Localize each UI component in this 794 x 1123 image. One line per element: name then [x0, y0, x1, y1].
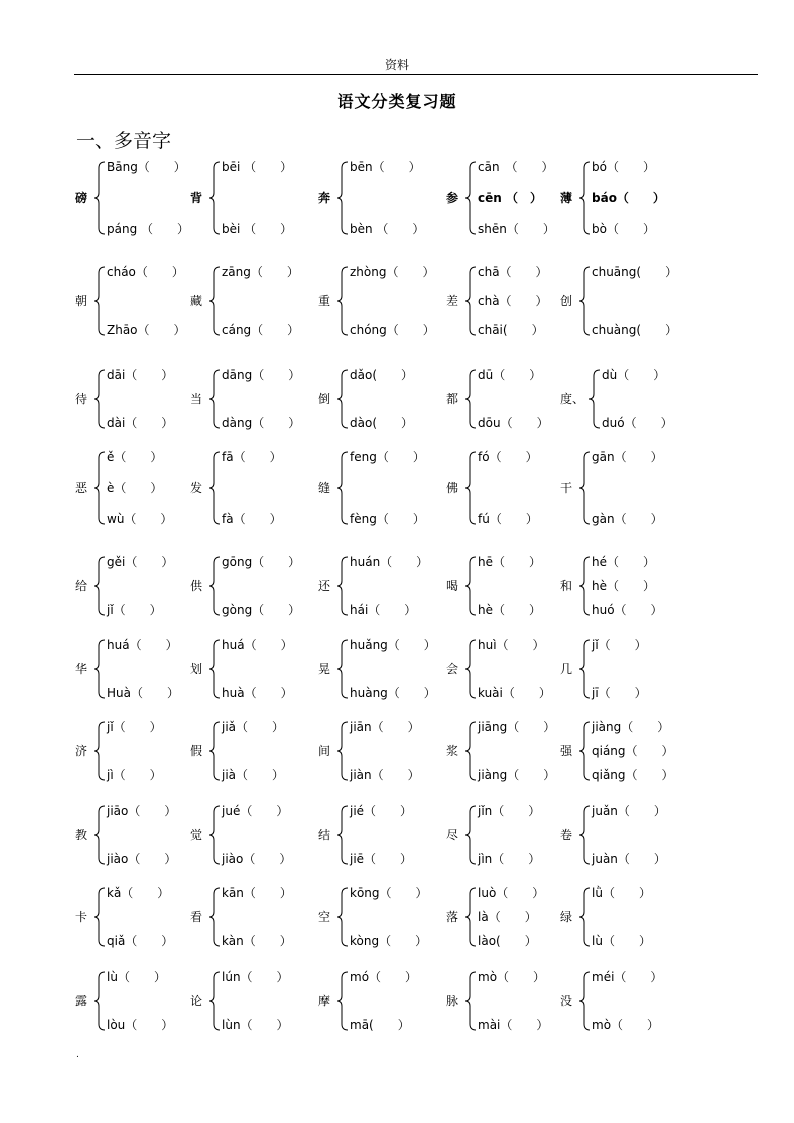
brace-icon	[588, 368, 602, 430]
polyphone-group	[560, 555, 678, 617]
pinyin-reading: jī（ ）	[592, 686, 647, 700]
pinyin-reading: kàn（ ）	[222, 934, 292, 948]
brace-icon	[578, 804, 592, 866]
pinyin-reading: bēn（ ）	[350, 160, 421, 174]
polyphone-group	[75, 450, 193, 526]
polyphone-group	[318, 450, 436, 526]
pinyin-reading: là（ ）	[478, 910, 537, 924]
pinyin-reading: bò（ ）	[592, 222, 655, 236]
pinyin-reading: huǎng（ ）	[350, 638, 436, 652]
polyphone-character: 看	[190, 910, 203, 924]
pinyin-reading: dǎo( ）	[350, 368, 413, 382]
polyphone-character: 朝	[75, 294, 88, 308]
pinyin-reading: cáng（ ）	[222, 323, 300, 337]
pinyin-reading: cēn （ ）	[478, 191, 542, 205]
pinyin-reading: jǐn（ ）	[478, 804, 541, 818]
polyphone-character: 佛	[446, 481, 459, 495]
polyphone-character: 尽	[446, 828, 459, 842]
polyphone-character: 几	[560, 662, 573, 676]
polyphone-group	[560, 368, 678, 430]
polyphone-group	[190, 804, 308, 866]
polyphone-character: 发	[190, 481, 203, 495]
pinyin-reading: jǐ（ ）	[107, 603, 162, 617]
polyphone-group	[190, 638, 308, 700]
polyphone-group	[75, 804, 193, 866]
pinyin-reading: qiáng（ ）	[592, 744, 674, 758]
brace-icon	[336, 368, 350, 430]
polyphone-group	[190, 265, 308, 337]
brace-icon	[93, 265, 107, 337]
polyphone-group	[190, 160, 308, 236]
pinyin-reading: wù（ ）	[107, 512, 173, 526]
pinyin-reading: kǎ（ ）	[107, 886, 170, 900]
brace-icon	[208, 265, 222, 337]
polyphone-character: 创	[560, 294, 573, 308]
brace-icon	[336, 886, 350, 948]
polyphone-character: 教	[75, 828, 88, 842]
pinyin-reading: kuài（ ）	[478, 686, 551, 700]
pinyin-reading: fó（ ）	[478, 450, 538, 464]
polyphone-character: 都	[446, 392, 459, 406]
brace-icon	[336, 160, 350, 236]
pinyin-reading: mò（ ）	[478, 970, 546, 984]
polyphone-character: 恶	[75, 481, 88, 495]
polyphone-group	[446, 160, 564, 236]
pinyin-reading: bēi （ ）	[222, 160, 293, 174]
pinyin-reading: gòng（ ）	[222, 603, 301, 617]
pinyin-reading: huàng（ ）	[350, 686, 436, 700]
brace-icon	[578, 720, 592, 782]
pinyin-reading: huá（ ）	[222, 638, 293, 652]
pinyin-reading: bèi （ ）	[222, 222, 293, 236]
pinyin-reading: lùn（ ）	[222, 1018, 289, 1032]
brace-icon	[93, 160, 107, 236]
polyphone-character: 结	[318, 828, 331, 842]
pinyin-reading: hé（ ）	[592, 555, 655, 569]
pinyin-reading: huì（ ）	[478, 638, 545, 652]
pinyin-reading: lún（ ）	[222, 970, 289, 984]
polyphone-group	[560, 804, 678, 866]
brace-icon	[208, 970, 222, 1032]
pinyin-reading: mài（ ）	[478, 1018, 549, 1032]
polyphone-character: 脉	[446, 994, 459, 1008]
polyphone-group	[75, 886, 193, 948]
polyphone-row	[0, 265, 794, 337]
pinyin-reading: luò（ ）	[478, 886, 545, 900]
pinyin-reading: dài（ ）	[107, 416, 174, 430]
polyphone-group	[190, 368, 308, 430]
pinyin-reading: chuāng( ）	[592, 265, 678, 279]
pinyin-reading: jiāo（ ）	[107, 804, 177, 818]
pinyin-reading: jiào（ ）	[107, 852, 177, 866]
brace-icon	[464, 368, 478, 430]
polyphone-character: 缝	[318, 481, 331, 495]
polyphone-group	[75, 970, 193, 1032]
polyphone-row	[0, 886, 794, 948]
pinyin-reading: gàn（ ）	[592, 512, 663, 526]
pinyin-reading: zāng（ ）	[222, 265, 299, 279]
pinyin-reading: Zhāo（ ）	[107, 323, 186, 337]
polyphone-group	[318, 265, 436, 337]
polyphone-character: 露	[75, 994, 88, 1008]
polyphone-group	[446, 886, 564, 948]
pinyin-reading: è（ ）	[107, 481, 163, 495]
polyphone-character: 会	[446, 662, 459, 676]
polyphone-group	[446, 804, 564, 866]
pinyin-reading: kòng（ ）	[350, 934, 428, 948]
polyphone-character: 卷	[560, 828, 573, 842]
brace-icon	[336, 804, 350, 866]
polyphone-group	[446, 450, 564, 526]
brace-icon	[578, 886, 592, 948]
brace-icon	[464, 450, 478, 526]
polyphone-character: 喝	[446, 579, 459, 593]
brace-icon	[208, 638, 222, 700]
pinyin-reading: gěi（ ）	[107, 555, 174, 569]
pinyin-reading: fà（ ）	[222, 512, 282, 526]
polyphone-row	[0, 804, 794, 866]
pinyin-reading: huà（ ）	[222, 686, 293, 700]
pinyin-reading: juàn（ ）	[592, 852, 666, 866]
polyphone-group	[560, 720, 678, 782]
polyphone-character: 晃	[318, 662, 331, 676]
pinyin-reading: fèng（ ）	[350, 512, 425, 526]
pinyin-reading: hái（ ）	[350, 603, 417, 617]
polyphone-character: 供	[190, 579, 203, 593]
polyphone-group	[190, 720, 308, 782]
brace-icon	[464, 720, 478, 782]
polyphone-character: 论	[190, 994, 203, 1008]
brace-icon	[336, 720, 350, 782]
brace-icon	[208, 804, 222, 866]
pinyin-reading: mā( ）	[350, 1018, 410, 1032]
pinyin-reading: méi（ ）	[592, 970, 663, 984]
polyphone-character: 觉	[190, 828, 203, 842]
pinyin-reading: gōng（ ）	[222, 555, 301, 569]
polyphone-group	[318, 720, 436, 782]
pinyin-reading: bó（ ）	[592, 160, 655, 174]
page-header: 资料	[384, 58, 409, 72]
brace-icon	[464, 886, 478, 948]
polyphone-group	[446, 970, 564, 1032]
polyphone-character: 空	[318, 910, 331, 924]
polyphone-row	[0, 555, 794, 617]
brace-icon	[93, 886, 107, 948]
pinyin-reading: huá（ ）	[107, 638, 178, 652]
pinyin-reading: hè（ ）	[592, 579, 655, 593]
section-heading: 一、多音字	[76, 130, 172, 152]
polyphone-group	[190, 555, 308, 617]
document-title: 语文分类复习题	[337, 92, 457, 111]
pinyin-reading: Huà（ ）	[107, 686, 179, 700]
brace-icon	[93, 804, 107, 866]
polyphone-character: 卡	[75, 910, 88, 924]
pinyin-reading: fā（ ）	[222, 450, 282, 464]
header-rule	[74, 74, 758, 75]
pinyin-reading: jié（ ）	[350, 804, 413, 818]
polyphone-character: 摩	[318, 994, 331, 1008]
polyphone-group	[560, 265, 678, 337]
pinyin-reading: hē（ ）	[478, 555, 541, 569]
polyphone-group	[318, 970, 436, 1032]
pinyin-reading: fú（ ）	[478, 512, 538, 526]
pinyin-reading: gān（ ）	[592, 450, 663, 464]
polyphone-group	[446, 720, 564, 782]
pinyin-reading: juǎn（ ）	[592, 804, 666, 818]
pinyin-reading: páng （ ）	[107, 222, 190, 236]
polyphone-group	[318, 555, 436, 617]
pinyin-reading: chóng（ ）	[350, 323, 435, 337]
brace-icon	[464, 555, 478, 617]
polyphone-group	[446, 265, 564, 337]
pinyin-reading: dū（ ）	[478, 368, 542, 382]
pinyin-reading: kōng（ ）	[350, 886, 428, 900]
polyphone-group	[560, 970, 678, 1032]
brace-icon	[578, 450, 592, 526]
brace-icon	[93, 555, 107, 617]
pinyin-reading: jià（ ）	[222, 768, 285, 782]
pinyin-reading: jiàn（ ）	[350, 768, 420, 782]
polyphone-group	[318, 804, 436, 866]
brace-icon	[336, 265, 350, 337]
pinyin-reading: duó（ ）	[602, 416, 673, 430]
polyphone-row	[0, 638, 794, 700]
brace-icon	[464, 804, 478, 866]
polyphone-character: 干	[560, 481, 573, 495]
pinyin-reading: jiān（ ）	[350, 720, 420, 734]
polyphone-character: 华	[75, 662, 88, 676]
polyphone-character: 落	[446, 910, 459, 924]
pinyin-reading: cháo（ ）	[107, 265, 184, 279]
pinyin-reading: dāng（ ）	[222, 368, 301, 382]
brace-icon	[464, 265, 478, 337]
pinyin-reading: qiǎ（ ）	[107, 934, 174, 948]
brace-icon	[578, 555, 592, 617]
brace-icon	[464, 638, 478, 700]
pinyin-reading: mó（ ）	[350, 970, 418, 984]
polyphone-group	[75, 555, 193, 617]
pinyin-reading: huán（ ）	[350, 555, 429, 569]
polyphone-character: 间	[318, 744, 331, 758]
brace-icon	[208, 886, 222, 948]
polyphone-group	[560, 450, 678, 526]
polyphone-group	[190, 970, 308, 1032]
brace-icon	[336, 638, 350, 700]
pinyin-reading: jǐ（ ）	[592, 638, 647, 652]
brace-icon	[208, 450, 222, 526]
pinyin-reading: lòu（ ）	[107, 1018, 174, 1032]
brace-icon	[464, 970, 478, 1032]
polyphone-character: 给	[75, 579, 88, 593]
polyphone-character: 强	[560, 744, 573, 758]
pinyin-reading: lù（ ）	[107, 970, 166, 984]
brace-icon	[578, 265, 592, 337]
polyphone-group	[446, 368, 564, 430]
brace-icon	[93, 638, 107, 700]
brace-icon	[336, 555, 350, 617]
polyphone-group	[446, 638, 564, 700]
polyphone-character: 奔	[318, 191, 331, 205]
polyphone-character: 假	[190, 744, 203, 758]
polyphone-character: 背	[190, 191, 203, 205]
polyphone-character: 待	[75, 392, 88, 406]
pinyin-reading: mò（ ）	[592, 1018, 660, 1032]
pinyin-reading: jǐ（ ）	[107, 720, 162, 734]
polyphone-character: 参	[446, 191, 459, 205]
brace-icon	[208, 368, 222, 430]
polyphone-row	[0, 368, 794, 430]
pinyin-reading: chuàng( ）	[592, 323, 678, 337]
pinyin-reading: zhòng（ ）	[350, 265, 435, 279]
polyphone-character: 倒	[318, 392, 331, 406]
brace-icon	[208, 160, 222, 236]
pinyin-reading: jìn（ ）	[478, 852, 541, 866]
polyphone-group	[560, 160, 678, 236]
pinyin-reading: dōu（ ）	[478, 416, 549, 430]
polyphone-character: 浆	[446, 744, 459, 758]
pinyin-reading: huó（ ）	[592, 603, 663, 617]
polyphone-character: 绿	[560, 910, 573, 924]
pinyin-reading: jiàng（ ）	[478, 768, 556, 782]
polyphone-group	[75, 638, 193, 700]
pinyin-reading: Bāng（ ）	[107, 160, 186, 174]
polyphone-character: 还	[318, 579, 331, 593]
pinyin-reading: feng（ ）	[350, 450, 425, 464]
polyphone-group	[446, 555, 564, 617]
pinyin-reading: bèn （ ）	[350, 222, 425, 236]
polyphone-group	[190, 450, 308, 526]
pinyin-reading: dào( ）	[350, 416, 413, 430]
polyphone-group	[75, 368, 193, 430]
polyphone-character: 济	[75, 744, 88, 758]
polyphone-group	[318, 638, 436, 700]
polyphone-group	[190, 886, 308, 948]
pinyin-reading: chà（ ）	[478, 294, 548, 308]
polyphone-group	[560, 886, 678, 948]
polyphone-group	[75, 160, 193, 236]
pinyin-reading: báo（ ）	[592, 191, 665, 205]
polyphone-group	[75, 265, 193, 337]
pinyin-reading: ě（ ）	[107, 450, 163, 464]
pinyin-reading: jué（ ）	[222, 804, 289, 818]
pinyin-reading: jiàng（ ）	[592, 720, 670, 734]
pinyin-reading: chāi( ）	[478, 323, 544, 337]
brace-icon	[578, 160, 592, 236]
brace-icon	[93, 450, 107, 526]
brace-icon	[578, 970, 592, 1032]
polyphone-character: 度、	[560, 392, 585, 406]
brace-icon	[93, 970, 107, 1032]
polyphone-character: 藏	[190, 294, 203, 308]
polyphone-character: 划	[190, 662, 203, 676]
pinyin-reading: lǜ（ ）	[592, 886, 651, 900]
pinyin-reading: jiē（ ）	[350, 852, 413, 866]
polyphone-character: 重	[318, 294, 331, 308]
brace-icon	[336, 970, 350, 1032]
polyphone-character: 磅	[75, 191, 88, 205]
polyphone-group	[318, 886, 436, 948]
pinyin-reading: jiāng（ ）	[478, 720, 556, 734]
pinyin-reading: jiǎ（ ）	[222, 720, 285, 734]
pinyin-reading: jì（ ）	[107, 768, 162, 782]
polyphone-group	[318, 160, 436, 236]
pinyin-reading: dàng（ ）	[222, 416, 301, 430]
brace-icon	[464, 160, 478, 236]
polyphone-character: 当	[190, 392, 203, 406]
polyphone-row	[0, 970, 794, 1032]
pinyin-reading: chā（ ）	[478, 265, 548, 279]
polyphone-group	[560, 638, 678, 700]
brace-icon	[93, 368, 107, 430]
brace-icon	[578, 638, 592, 700]
pinyin-reading: dāi（ ）	[107, 368, 174, 382]
polyphone-character: 薄	[560, 191, 573, 205]
brace-icon	[93, 720, 107, 782]
polyphone-character: 没	[560, 994, 573, 1008]
polyphone-group	[75, 720, 193, 782]
polyphone-row	[0, 450, 794, 526]
pinyin-reading: jiào（ ）	[222, 852, 292, 866]
pinyin-reading: lào( ）	[478, 934, 537, 948]
brace-icon	[208, 555, 222, 617]
polyphone-row	[0, 720, 794, 782]
brace-icon	[208, 720, 222, 782]
polyphone-character: 和	[560, 579, 573, 593]
pinyin-reading: lù（ ）	[592, 934, 651, 948]
brace-icon	[336, 450, 350, 526]
polyphone-row	[0, 160, 794, 236]
pinyin-reading: cān （ ）	[478, 160, 554, 174]
pinyin-reading: dù（ ）	[602, 368, 666, 382]
pinyin-reading: hè（ ）	[478, 603, 541, 617]
pinyin-reading: kān（ ）	[222, 886, 292, 900]
footer-mark: .	[76, 1050, 79, 1060]
polyphone-group	[318, 368, 436, 430]
polyphone-character: 差	[446, 294, 459, 308]
pinyin-reading: qiǎng（ ）	[592, 768, 674, 782]
pinyin-reading: shēn（ ）	[478, 222, 555, 236]
